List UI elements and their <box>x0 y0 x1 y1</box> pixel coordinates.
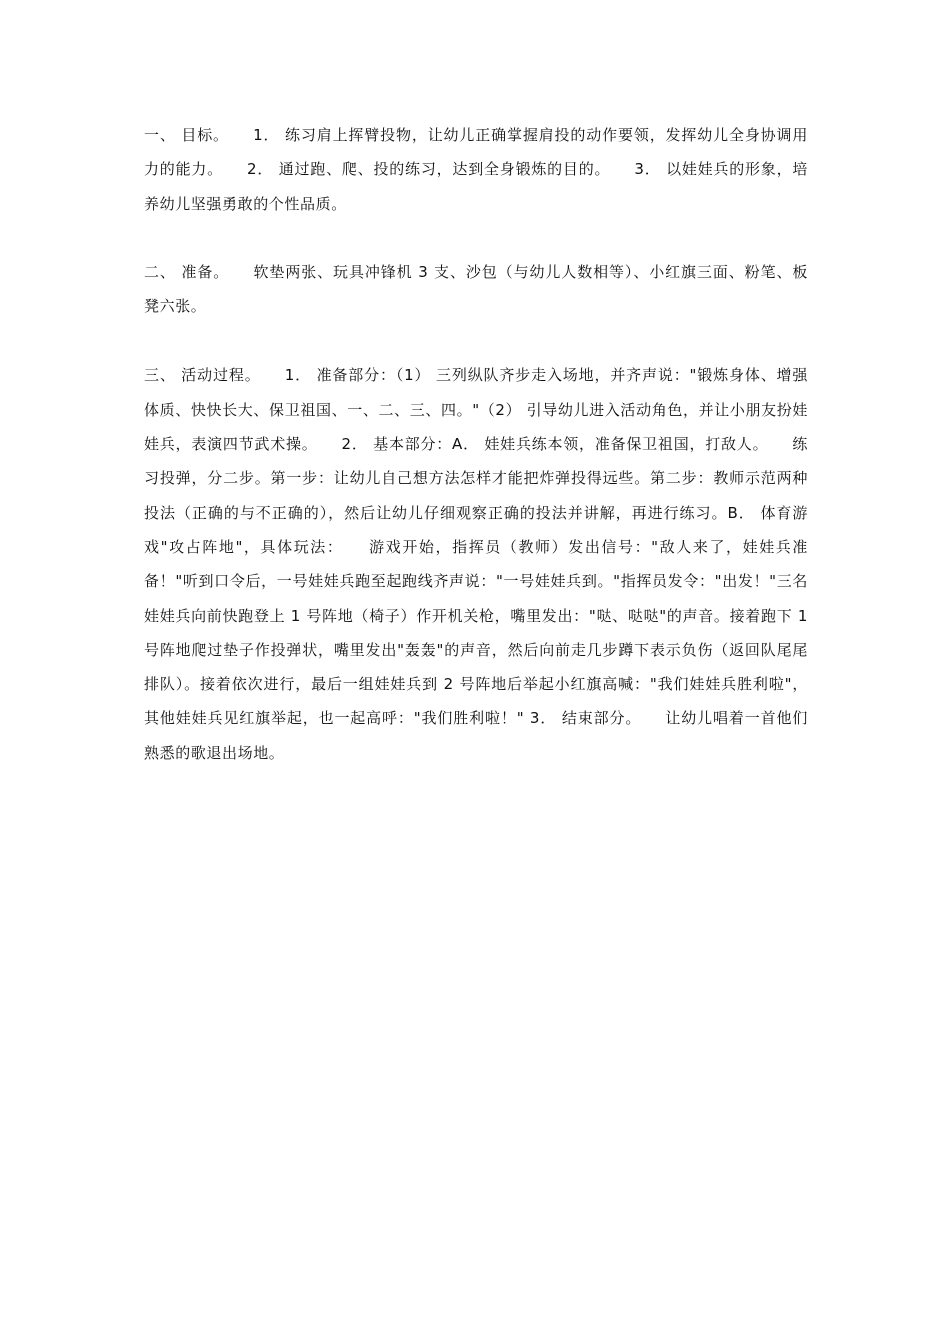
section-activity-process-paragraph: 三、 活动过程。 1． 准备部分：（1） 三列纵队齐步走入场地，并齐声说："锻炼身体、增强体质、快快长大、保卫祖国、一、二、三、四。"（2） 引导幼儿进入活动角色，并让小朋友扮娃娃兵，表演四节武术操。 2． 基本部分：A． 娃娃兵练本领，准备保卫祖国，打敌人。 练习投弹，分二步。第一步：让幼儿自己想方法怎样才能把炸弹投得远些。第二步：教师示范两种投法（正确的与不正确的），然后让幼儿仔细观察正确的投法并讲解，再进行练习。B． 体育游戏"攻占阵地"，具体玩法： 游戏开始，指挥员（教师）发出信号："敌人来了，娃娃兵准备！"听到口令后，一号娃娃兵跑至起跑线齐声说："一号娃娃兵到。"指挥员发令："出发！"三名娃娃兵向前快跑登上 1 号阵地（椅子）作开机关枪，嘴里发出："哒、哒哒"的声音。接着跑下 1 号阵地爬过垫子作投弹状，嘴里发出"轰轰"的声音，然后向前走几步蹲下表示负伤（返回队尾尾排队）。接着依次进行，最后一组娃娃兵到 2 号阵地后举起小红旗高喊："我们娃娃兵胜利啦"，其他娃娃兵见红旗举起，也一起高呼："我们胜利啦！" 3． 结束部分。 让幼儿唱着一首他们熟悉的歌退出场地。 <box>144 366 808 762</box>
section-preparation-paragraph: 二、 准备。 软垫两张、玩具冲锋机 3 支、沙包（与幼儿人数相等）、小红旗三面、粉笔、板凳六张。 <box>144 262 808 316</box>
document-page <box>144 118 808 770</box>
section-goals-paragraph: 一、 目标。 1． 练习肩上挥臂投物，让幼儿正确掌握肩投的动作要领，发挥幼儿全身协调用力的能力。 2． 通过跑、爬、投的练习，达到全身锻炼的目的。 3． 以娃娃兵的形象，培养幼儿坚强勇敢的个性品质。 <box>144 126 808 213</box>
